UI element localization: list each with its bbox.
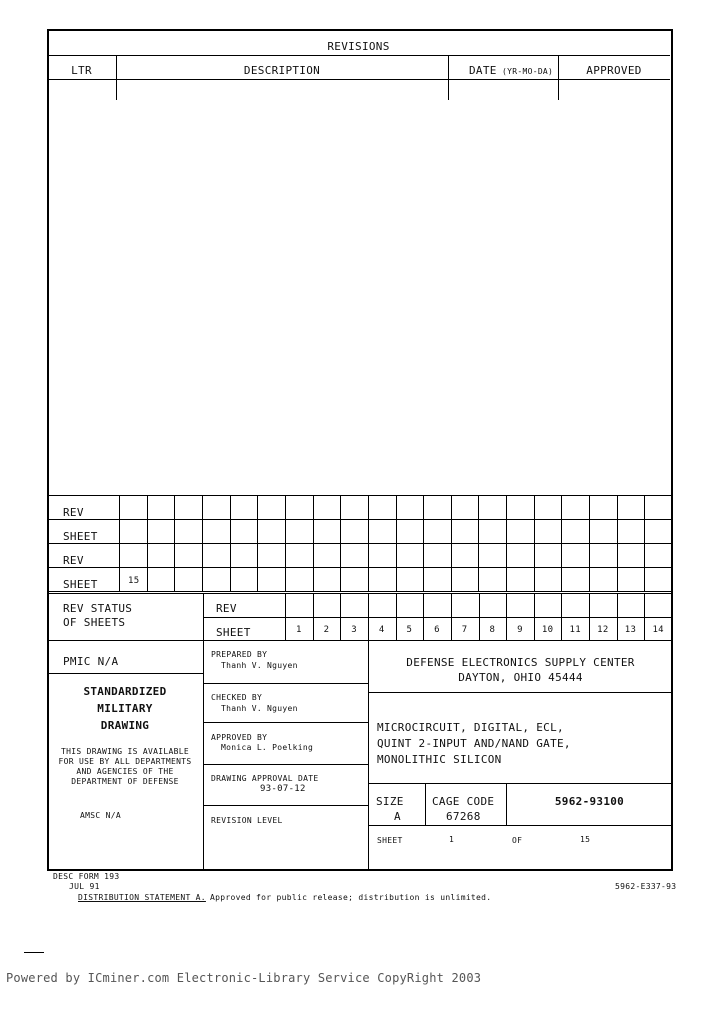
rule — [448, 55, 449, 100]
rule — [203, 617, 673, 618]
status-sheet-label: SHEET — [216, 626, 251, 639]
notice-line1: THIS DRAWING IS AVAILABLE — [61, 747, 189, 756]
approval-date-label: DRAWING APPROVAL DATE — [211, 774, 319, 783]
col-date: DATE — [469, 64, 497, 77]
watermark: Powered by ICminer.com Electronic-Library Service CopyRight 2003 — [6, 971, 482, 985]
approved-name: Monica L. Poelking — [221, 743, 314, 752]
notice-line2: FOR USE BY ALL DEPARTMENTS — [58, 757, 192, 766]
col-description: DESCRIPTION — [243, 64, 321, 77]
rule — [47, 593, 673, 594]
sheet-number: 2 — [323, 625, 330, 635]
checked-name: Thanh V. Nguyen — [221, 704, 298, 713]
rev-status-line2: OF SHEETS — [63, 616, 126, 629]
rule — [203, 805, 368, 806]
notice-line3: AND AGENCIES OF THE — [76, 767, 174, 776]
rule — [47, 55, 670, 56]
sheet-number: 9 — [517, 625, 523, 635]
agency-line2: DAYTON, OHIO 45444 — [458, 671, 583, 684]
rule — [425, 783, 426, 825]
prepared-label: PREPARED BY — [211, 650, 268, 659]
rule — [47, 640, 673, 641]
rule — [203, 683, 368, 684]
amsc: AMSC N/A — [80, 811, 121, 820]
grid-line — [47, 591, 672, 592]
col-date-format: (YR-MO-DA) — [502, 67, 554, 76]
form-line1: DESC FORM 193 — [53, 872, 120, 881]
form-code: 5962-E337-93 — [615, 882, 677, 891]
rule — [24, 952, 44, 953]
cage-value: 67268 — [446, 810, 481, 823]
rule — [47, 673, 203, 674]
size-value: A — [394, 810, 401, 823]
first-sheet-value: 15 — [128, 576, 140, 586]
rule — [203, 722, 368, 723]
agency-line1: DEFENSE ELECTRONICS SUPPLY CENTER — [406, 656, 635, 669]
col-ltr: LTR — [71, 64, 92, 77]
sheet-number: 5 — [406, 625, 413, 635]
sheet-number: 14 — [652, 625, 664, 635]
checked-label: CHECKED BY — [211, 693, 263, 702]
revisions-title: REVISIONS — [327, 40, 390, 53]
distribution-text: Approved for public release; distribution is unlimited. — [210, 893, 492, 902]
sheet-number: 11 — [569, 625, 581, 635]
of-label: OF — [512, 836, 523, 845]
grid-line — [47, 567, 672, 568]
sheet-value: 1 — [449, 835, 455, 844]
sheet-number: 13 — [624, 625, 637, 635]
size-label: SIZE — [376, 795, 404, 808]
notice-line4: DEPARTMENT OF DEFENSE — [71, 777, 179, 786]
grid-line — [47, 519, 672, 520]
rev-label-2: REV — [63, 554, 84, 567]
grid-line — [672, 495, 673, 591]
drawing-frame — [47, 29, 673, 871]
of-value: 15 — [580, 835, 591, 844]
rule — [368, 692, 673, 693]
rule — [47, 495, 673, 496]
col-approved: APPROVED — [586, 64, 642, 77]
rule — [558, 55, 559, 100]
approval-date: 93-07-12 — [260, 784, 306, 794]
sheet-number: 4 — [378, 625, 385, 635]
sheet-label-1: SHEET — [63, 530, 98, 543]
status-rev-label: REV — [216, 602, 237, 615]
sheet-number: 3 — [351, 625, 357, 635]
rule — [368, 783, 673, 784]
drawing-line2: MILITARY — [97, 702, 153, 715]
sheet-number: 10 — [541, 625, 554, 635]
drawing-line1: STANDARDIZED — [83, 685, 167, 698]
distribution-label: DISTRIBUTION STATEMENT A. — [78, 893, 206, 902]
pmic: PMIC N/A — [63, 655, 119, 668]
rev-status-line1: REV STATUS — [63, 602, 133, 615]
sheet-label: SHEET — [377, 836, 403, 845]
rule — [116, 55, 117, 100]
title-line1: MICROCIRCUIT, DIGITAL, ECL, — [377, 721, 564, 734]
sheet-number: 12 — [597, 625, 609, 635]
approved-label: APPROVED BY — [211, 733, 268, 742]
title-line2: QUINT 2-INPUT AND/NAND GATE, — [377, 737, 571, 750]
drawing-line3: DRAWING — [100, 719, 150, 732]
title-line3: MONOLITHIC SILICON — [377, 753, 502, 766]
rule — [368, 825, 673, 826]
sheet-number: 6 — [434, 625, 440, 635]
cage-label: CAGE CODE — [432, 795, 495, 808]
form-line2: JUL 91 — [69, 882, 100, 891]
sheet-number: 7 — [461, 625, 468, 635]
rule — [203, 764, 368, 765]
grid-line — [47, 543, 672, 544]
prepared-name: Thanh V. Nguyen — [221, 661, 298, 670]
rule — [47, 79, 670, 80]
sheet-number: 1 — [295, 625, 302, 635]
revision-level-label: REVISION LEVEL — [211, 816, 283, 825]
rev-label-1: REV — [63, 506, 84, 519]
sheet-number: 8 — [489, 625, 496, 635]
document-number: 5962-93100 — [554, 795, 625, 808]
sheet-label-2: SHEET — [63, 578, 98, 591]
rule — [203, 593, 204, 869]
